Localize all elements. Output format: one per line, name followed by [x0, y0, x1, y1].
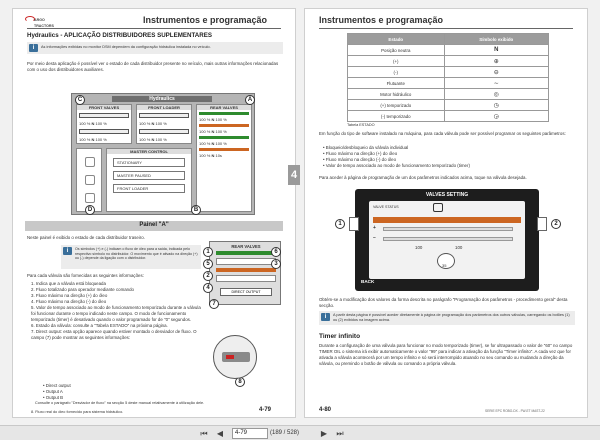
back-button[interactable]: BACK	[361, 279, 375, 284]
chapter-title: Instrumentos e programação	[319, 15, 444, 25]
next-valve-button[interactable]	[537, 217, 547, 231]
timer-text: Durante a configuração de uma válvula para funcionar no modo temporizado (timer), se for ultrapassado o valor de "60" no campo TIMER OIL o sistema irá exibir automaticamente o valor "99" para indicar a ativação da função "Timer infinito". A cada vez que for ativada a válvula acontecerá por um tempo infinito e só será interrompido atuando no seu comando ou mudando a direção da válvula, ou premindo o botão de válvula ou comando a própria válvula.	[319, 343, 573, 366]
timer-heading: Timer infinito	[319, 333, 361, 340]
note-box: i A partir desta página é possível aceder diretamente à página de programação dos parâmetros dos outros válvulas, carregando os botões (1) ou (2) exibidos na imagem acima.	[319, 311, 575, 325]
note-box: i As informações exibidas no monitor DSM dependem da configuração hidráulica instalada no veículo.	[27, 42, 283, 54]
rear-valves-panel[interactable]: REAR VALVES 100 % N 100 % 100 % N 100 % 100 % N 100 % 100 % N 10s	[196, 104, 252, 212]
prev-valve-button[interactable]	[349, 217, 359, 231]
callout-d: D	[85, 205, 95, 215]
front-valves-panel[interactable]: FRONT VALVES 100 % N 100 % 100 % N 100 %	[76, 104, 132, 144]
stationary-button[interactable]: STATIONARY	[113, 158, 185, 167]
lock-icon[interactable]	[433, 203, 443, 212]
section-title: Hydraulics - APLICAÇÃO DISTRIBUIDORES SUPLEMENTARES	[27, 32, 212, 39]
list-item: 2. Fluxo totalizado para operador mediante comando	[31, 287, 134, 292]
params-list	[323, 145, 573, 169]
table-caption: Tabela ESTADO	[347, 123, 375, 127]
argo-tractors-logo: ARGO TRACTORS	[25, 16, 59, 26]
table-row: (-) temporizado ◶	[348, 111, 549, 122]
master-control-panel: MASTER CONTROL STATIONARY MASTER PAUSED FRONT LOADER	[106, 148, 192, 212]
after-items: Consulte o parágrafo "Desviador de fluxo" na secção 5 deste manual relativamente à utilização dele.	[35, 401, 205, 405]
list-item: • Direct output	[43, 383, 71, 388]
valves-setting-screen: VALVES SETTING VALVE STATUS + − 100 100 35 BACK	[355, 189, 539, 291]
list-item: • Fluxo máximo na direção (-) do óleo	[323, 157, 397, 162]
pump-icon	[85, 175, 95, 185]
direct-output-list	[43, 383, 143, 401]
info-icon: i	[321, 313, 330, 321]
callout-b: B	[191, 205, 201, 215]
chapter-title: Instrumentos e programação	[143, 15, 268, 25]
valve-icon	[85, 157, 95, 167]
page-number-input[interactable]: 4-79	[232, 428, 268, 439]
side-icon-column	[76, 148, 102, 212]
fields-intro: Para cada válvula são fornecidas as seguintes informações:	[27, 273, 144, 278]
list-item: • Fluxo máximo na direção (+) do óleo	[323, 151, 398, 156]
chapter-tab: 4	[288, 165, 300, 185]
callout-c: C	[75, 95, 85, 105]
table-header: Estado	[348, 34, 445, 45]
valve-drawing	[213, 335, 257, 379]
panel-heading-bar: Painel "A"	[25, 221, 283, 231]
page-count: (189 / 528)	[270, 430, 300, 436]
list-item: 1. Indica que a válvula está bloqueada	[31, 281, 106, 286]
list-item: 3. Fluxo máximo na direção (+) do óleo	[31, 293, 108, 298]
callout-a: A	[245, 95, 255, 105]
panel-note: i Os símbolos (+) e (-) indicam o fluxo de óleo para a saída, indicada pelo respectivo símbolo no distribuidor. O movimento que é ativado na direção (+) ou (-) depende da ligação com o distribuidor.	[61, 245, 201, 269]
item-8: 8. Fluxo real do óleo fornecido para sistema hidráulico.	[31, 410, 124, 414]
list-item: 6. Estado da válvula: consulte a "Tabela ESTADO" na próxima página.	[31, 323, 168, 328]
hydraulics-screen	[71, 93, 255, 215]
loader-icon	[85, 193, 95, 203]
list-item: 4. Fluxo máximo na direção (-) do óleo	[31, 299, 107, 304]
left-page: ARGO TRACTORS Instrumentos e programação Hydraulics - APLICAÇÃO DISTRIBUIDORES SUPLEMENTARES i As informações exibidas no monitor DSM dependem da configuração hidráulica instalada no veículo. Por meio desta aplicação é possível ver o estado de cada distribuidor presente no veículo, mais outras informações relacionadas com o uso dos distribuidores auxiliares. Hydraulics FRONT VALVES 100 % N 100 % 100 % N 100 % FRONT LOADER 100 % N 100 % 100 % N 100 % REAR VALVES 100 % N 100 % 100 % N 100 % 100 % N 100 % 100 % N 10s MASTER CONTROL STATIONARY MASTER PAUSED FRONT LOADER C A D B Painel "A" Neste painel é exibido o estado de cada distribuidor traseiro. i Os símbolos (+) e (-) indicam o fluxo de óleo para a saída, indicada pelo respectivo símbolo no distribuidor. O movimento que é ativado na direção (+) ou (-) depende da ligação com o distribuidor. REAR VALVES DIRECT OUTPUT 1 2 3 4 5 6 7 8 Para cada válvula são fornecidas as seguintes informações: 1. Indica que a válvula está bloqueada 2. Fluxo totalizado para operador mediante comando 3. Fluxo máximo na direção (+) do óleo 4. Fluxo máximo na direção (-) do óleo 5. Valor de tempo associado ao modo de funcionamento temporizado durante a válvula foi funcionar durante o tempo indicado neste campo. O modo de funcionamento temporizado (timer) é desativado quando o valor programado for de "0" segundos. 6. Estado da válvula: consulte a "Tabela ESTADO" na próxima página. 7. Direct output: esta opção aparece quando estiver montado o desviador de fluxo. O campo (7) pode mostrar as seguintes informações: • Direct output • Output A • Output B Consulte o parágrafo "Desviador de fluxo" na secção 5 deste manual relativamente à utilização dele. 8. Fluxo real do óleo fornecido para sistema hidráulico. 4-79	[12, 8, 296, 418]
rear-valves-inset: REAR VALVES DIRECT OUTPUT	[209, 241, 281, 305]
last-page-button[interactable]: ⏭	[336, 429, 344, 438]
info-icon: i	[29, 44, 38, 52]
table-row: Posição neutra N	[348, 45, 549, 56]
info-icon: i	[63, 247, 72, 255]
paragraph-2: Para aceder à página de programação de um dos parâmetros indicados acima, toque na válvula desejada.	[319, 175, 527, 180]
paragraph-3: Obtém-se a modificação dos valores da forma descrita no parágrafo "Programação dos parâmetros - procedimento geral" desta secção.	[319, 297, 568, 308]
page-number-left: 4-79	[259, 407, 272, 413]
prev-page-button[interactable]: ◀	[216, 429, 224, 438]
viewer-toolbar	[0, 425, 600, 440]
screen-title: Hydraulics	[112, 96, 212, 102]
table-row: Motor hidráulico ◎	[348, 89, 549, 100]
front-loader-button[interactable]: FRONT LOADER	[113, 184, 185, 193]
table-row: (+) ⊕	[348, 56, 549, 67]
list-item: • Valor de tempo associado ao modo de funcionamento temporizado (timer)	[323, 163, 470, 168]
table-header: Símbolo exibido	[444, 34, 549, 45]
list-item: • Output B	[43, 395, 64, 400]
list-item: • Output A	[43, 389, 63, 394]
list-item: 5. Valor de tempo associado ao modo de funcionamento temporizado durante a válvula foi funcionar durante o tempo indicado neste campo. O modo de funcionamento temporizado (timer) é desativado quando o valor programado for de "0" segundos.	[31, 305, 201, 322]
next-page-button[interactable]: ▶	[320, 429, 328, 438]
table-row: (-) ⊖	[348, 67, 549, 78]
master-paused-button[interactable]: MASTER PAUSED	[113, 171, 185, 180]
state-table	[347, 33, 549, 122]
table-row: Flutuante ∼	[348, 78, 549, 89]
panel-intro: Neste painel é exibido o estado de cada distribuidor traseiro.	[27, 235, 145, 240]
first-page-button[interactable]: ⏮	[200, 429, 208, 438]
paragraph-1: Em função do tipo de software instalado na máquina, para cada válvula pode ser possível programar os seguintes parâmetros:	[319, 131, 566, 136]
page-number-right: 4-80	[319, 407, 332, 413]
table-row: (+) temporizado ◷	[348, 100, 549, 111]
right-page: Instrumentos e programação Estado Símbolo exibido Posição neutra N (+) ⊕ (-) ⊖ Flutuante ∼ Motor hidráulico ◎ (+) temporizado ◷ (-) temporizado ◶ Tabela ESTADO Em função do tipo de software instalado na máquina, para cada válvula pode ser possível programar os seguintes parâmetros: • Bloqueio/desbloqueio da válvula individual • Fluxo máximo na direção (+) do óleo • Fluxo máximo na direção (-) do óleo • Valor de tempo associado ao modo de funcionamento temporizado (timer) Para aceder à página de programação de um dos parâmetros indicados acima, toque na válvula desejada. VALVES SETTING VALVE STATUS + − 100 100 35 BACK 1 2 Obtém-se a modificação dos valores da forma descrita no parágrafo "Programação dos parâmetros - procedimento geral" desta secção. i A partir desta página é possível aceder diretamente à página de programação dos parâmetros dos outros válvulas, carregando os botões (1) ou (2) exibidos na imagem acima. Timer infinito Durante a configuração de uma válvula para funcionar no modo temporizado (timer), se for ultrapassado o valor de "60" no campo TIMER OIL o sistema irá exibir automaticamente o valor "99" para indicar a ativação da função "Timer infinito". A cada vez que for ativada a válvula acontecerá por um tempo infinito e só será interrompido atuando no seu comando ou mudando a direção da válvula, ou premindo o botão de válvula ou comando a própria válvula. 4-80 SERIE EPC ROBO-DX - FW-ET MAST-22	[304, 8, 588, 418]
front-loader-panel[interactable]: FRONT LOADER 100 % N 100 % 100 % N 100 %	[136, 104, 192, 144]
intro-text: Por meio desta aplicação é possível ver o estado de cada distribuidor presente no veículo, mais outras informações relacionadas com o uso dos distribuidores auxiliares.	[27, 61, 279, 72]
list-item: 7. Direct output: esta opção aparece quando estiver montado o desviador de fluxo. O campo (7) pode mostrar as seguintes informações:	[31, 329, 197, 340]
footer-right: SERIE EPC ROBO-DX - FW-ET MAST-22	[485, 409, 545, 413]
list-item: • Bloqueio/desbloqueio da válvula individual	[323, 145, 409, 150]
direct-output-button[interactable]: DIRECT OUTPUT	[220, 288, 272, 296]
fields-list	[31, 281, 203, 341]
